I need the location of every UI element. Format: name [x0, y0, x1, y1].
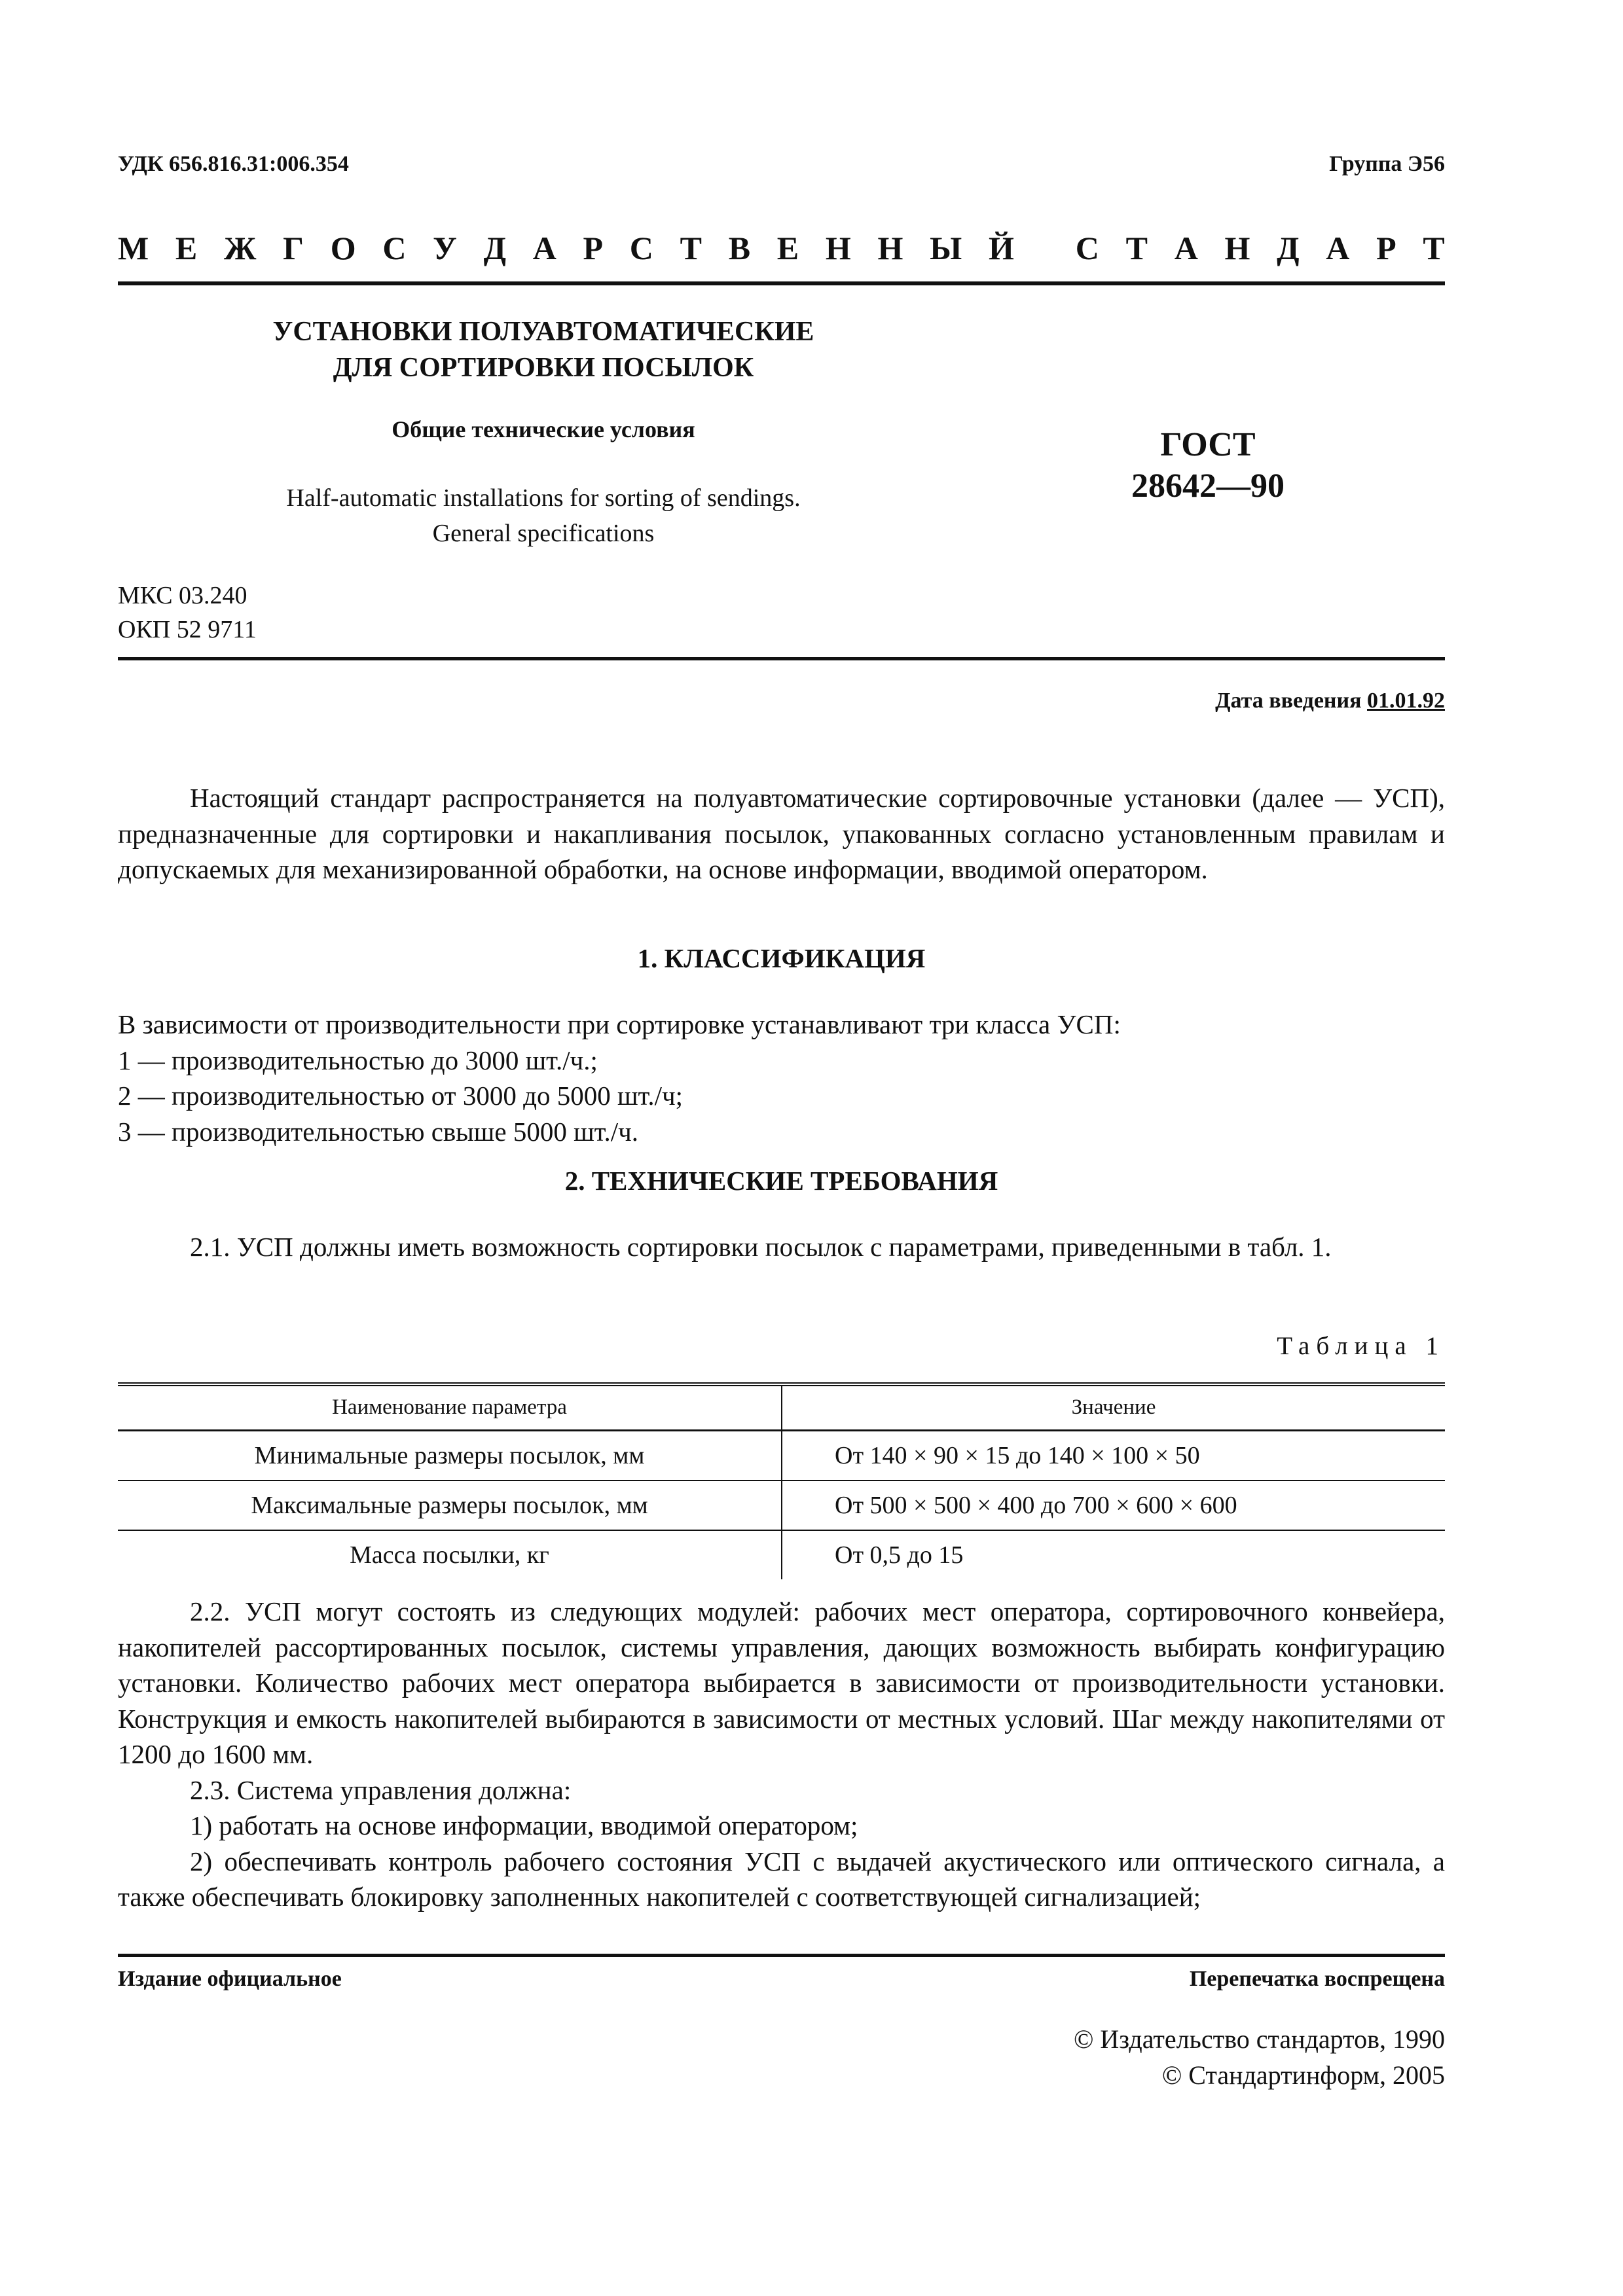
paragraph-2-3-item-1: 1) работать на основе информации, вводимой оператором; — [190, 1810, 858, 1841]
column-header-parameter: Наименование параметра — [118, 1384, 782, 1430]
banner-letter: Н — [877, 230, 903, 266]
document-title — [118, 314, 969, 386]
table-cell: От 500 × 500 × 400 до 700 × 600 × 600 — [782, 1480, 1445, 1530]
banner-letter: С — [382, 230, 407, 266]
table-caption: Таблица 1 — [1277, 1332, 1445, 1360]
banner-letter: М — [118, 230, 149, 266]
date-label: Дата введения — [1215, 689, 1362, 713]
classification-list — [118, 1007, 1445, 1149]
reprint-prohibited-label: Перепечатка воспрещена — [1189, 1967, 1445, 1991]
table-cell: Минимальные размеры посылок, мм — [118, 1430, 782, 1480]
class-item-2: 2 — производительностью от 3000 до 5000 шт./ч; — [118, 1081, 684, 1111]
banner-letter: Й — [988, 230, 1014, 266]
banner-letter: Е — [776, 230, 799, 266]
paragraph-2-2: 2.2. УСП могут состоять из следующих модулей: рабочих мест оператора, сортировочного конвейера, накопителей рассортированных посылок, системы управления, дающих возможность выбирать конфигурацию установки. Количество рабочих мест оператора выбирается в зависимости от производительности установки. Конструкция и емкость накопителей выбираются в зависимости от местных условий. Шаг между накопителями от 1200 до 1600 мм. — [118, 1596, 1445, 1770]
copyright-line-1: © Издательство стандартов, 1990 — [1073, 2024, 1445, 2054]
banner-letter: Е — [175, 230, 198, 266]
banner-letter: Р — [583, 230, 604, 266]
top-rule — [118, 281, 1445, 285]
mks-code: МКС 03.240 — [118, 582, 247, 609]
classification-lead: В зависимости от производительности при сортировке устанавливают три класса УСП: — [118, 1009, 1121, 1039]
section-2-heading: 2. ТЕХНИЧЕСКИЕ ТРЕБОВАНИЯ — [564, 1166, 998, 1196]
paragraph-2-3-item-2: 2) обеспечивать контроль рабочего состояния УСП с выдачей акустического или оптического сигнала, а также обеспечивать блокировку заполненных накопителей с соответствующей сигнализацией; — [118, 1846, 1445, 1912]
document-subtitle: Общие технические условия — [392, 416, 695, 442]
copyright-block — [1074, 2021, 1445, 2093]
banner-letter: О — [330, 230, 356, 266]
gost-code: 28642—90 — [1131, 467, 1285, 505]
banner-letter: Р — [1376, 230, 1396, 266]
interstate-standard-banner — [118, 229, 1445, 267]
english-title-line-2: General specifications — [432, 519, 655, 547]
table-row — [118, 1430, 1445, 1480]
official-edition-label: Издание официальное — [118, 1967, 342, 1991]
intro-paragraph: Настоящий стандарт распространяется на полуавтоматические сортировочные установки (далее — УСП), предназначенные для сортировки и накапливания посылок, упакованных согласно установленным правилам и допускаемых для механизированной обработки, на основе информации, вводимой оператором. — [118, 783, 1445, 885]
banner-letter: Д — [1277, 230, 1300, 266]
banner-letter: Т — [1423, 230, 1445, 266]
banner-letter: Т — [1125, 230, 1148, 266]
title-line-2: ДЛЯ СОРТИРОВКИ ПОСЫЛОК — [333, 352, 754, 383]
title-line-1: УСТАНОВКИ ПОЛУАВТОМАТИЧЕСКИЕ — [272, 317, 814, 347]
banner-letter: У — [433, 230, 457, 266]
banner-letter: Н — [1224, 230, 1250, 266]
paragraphs-2-2-2-3 — [118, 1594, 1445, 1915]
banner-letter: С — [629, 230, 653, 266]
banner-letter: С — [1075, 230, 1099, 266]
banner-letter: Ы — [930, 230, 962, 266]
okp-code: ОКП 52 9711 — [118, 615, 257, 643]
class-item-1: 1 — производительностью до 3000 шт./ч.; — [118, 1045, 598, 1075]
banner-word-gap — [1041, 229, 1049, 267]
table-cell: Максимальные размеры посылок, мм — [118, 1480, 782, 1530]
banner-letter: А — [1326, 230, 1350, 266]
banner-letter: Т — [680, 230, 702, 266]
gost-label: ГОСТ — [1160, 426, 1256, 463]
udk-code: УДК 656.816.31:006.354 — [118, 152, 349, 176]
paragraph-2-3: 2.3. Система управления должна: — [190, 1774, 572, 1805]
table-cell: Масса посылки, кг — [118, 1530, 782, 1579]
parameters-table — [118, 1382, 1445, 1579]
table-cell: От 140 × 90 × 15 до 140 × 100 × 50 — [782, 1430, 1445, 1480]
group-code: Группа Э56 — [1329, 152, 1445, 176]
banner-letter: Д — [483, 230, 506, 266]
class-item-3: 3 — производительностью свыше 5000 шт./ч. — [118, 1116, 638, 1147]
gost-number — [1077, 424, 1339, 507]
column-header-value: Значение — [782, 1384, 1445, 1430]
introduction-date — [1215, 689, 1445, 713]
date-value: 01.01.92 — [1367, 689, 1445, 713]
banner-letter: Ж — [224, 230, 257, 266]
table-header-row — [118, 1384, 1445, 1430]
banner-letter: Н — [825, 230, 851, 266]
bottom-rule — [118, 1954, 1445, 1957]
middle-rule — [118, 657, 1445, 660]
table-cell: От 0,5 до 15 — [835, 1541, 964, 1569]
copyright-line-2: © Стандартинформ, 2005 — [1161, 2060, 1445, 2090]
table-row — [118, 1530, 1445, 1579]
table-row — [118, 1480, 1445, 1530]
english-title — [118, 481, 969, 552]
section-1-heading: 1. КЛАССИФИКАЦИЯ — [637, 943, 926, 973]
classification-codes — [118, 579, 257, 647]
paragraph-2-1: 2.1. УСП должны иметь возможность сортировки посылок с параметрами, приведенными в табл. 1. — [190, 1232, 1332, 1262]
banner-letter: В — [728, 230, 751, 266]
english-title-line-1: Half-automatic installations for sorting of sendings. — [286, 484, 801, 512]
banner-letter: А — [532, 230, 556, 266]
banner-letter: А — [1174, 230, 1198, 266]
banner-letter: Г — [283, 230, 304, 266]
